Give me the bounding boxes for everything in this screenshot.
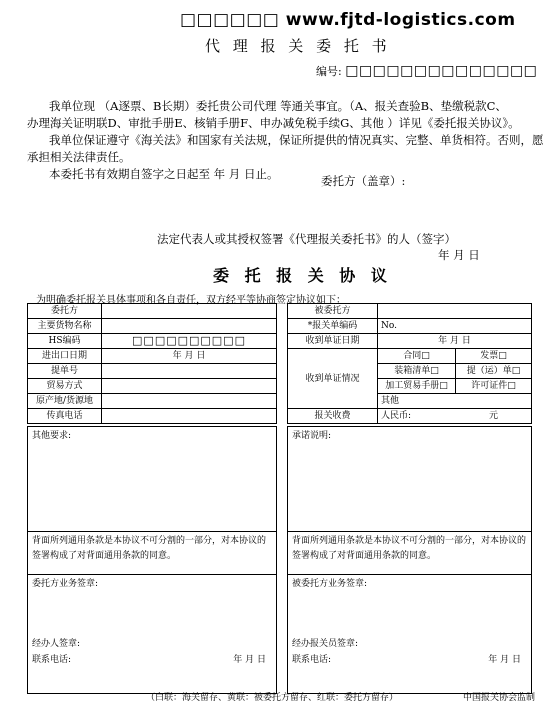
table-row [28, 349, 277, 364]
terms-note: 背面所列通用条款是本协议不可分割的一部分，对本协议的签署构成了对背面通用条款的同意。 [288, 532, 532, 575]
table-row [28, 364, 277, 379]
table-row [28, 319, 277, 334]
agent-sign-label: 被委托方业务签章: [292, 579, 368, 589]
doc-packing-list-checkbox[interactable]: 装箱清单□ [378, 364, 456, 379]
validity-line: 本委托书有效期自签字之日起至 年 月 日止。 [49, 167, 279, 181]
number-boxes: □□□□□□□□□□□□□□ [345, 63, 538, 79]
row-value[interactable] [102, 304, 277, 319]
client-sign-label: 委托方业务签章: [32, 579, 99, 589]
row-label: 贸易方式 [28, 379, 102, 394]
row-value[interactable] [102, 379, 277, 394]
table-row [288, 319, 532, 334]
other-requirements-label: 其他要求: [32, 431, 72, 441]
row-label: HS编码 [28, 334, 102, 349]
table-row [28, 409, 277, 424]
client-terms-box [27, 426, 277, 694]
table-row [288, 409, 532, 424]
doc-processing-manual-checkbox[interactable]: 加工贸易手册□ [378, 379, 456, 394]
other-requirements[interactable] [28, 427, 277, 532]
doc-license-checkbox[interactable]: 许可证件□ [456, 379, 532, 394]
agent-terms-box [287, 426, 532, 694]
doc-contract-checkbox[interactable]: 合同□ [378, 349, 456, 364]
fee-label: 报关收费 [288, 409, 378, 424]
signatory-date: 年 月 日 [438, 248, 480, 262]
table-row [288, 349, 532, 364]
seal-label: 委托方（盖章）: [321, 174, 406, 188]
row-value[interactable] [378, 304, 532, 319]
row-label: 收到单证日期 [288, 334, 378, 349]
table-row [28, 304, 277, 319]
declaration-number[interactable]: No. [378, 319, 532, 334]
row-label: 原产地/货源地 [28, 394, 102, 409]
client-person-label: 经办人签章: [32, 639, 81, 649]
table-row [28, 379, 277, 394]
row-label: 被委托方 [288, 304, 378, 319]
agent-info-table [287, 303, 532, 424]
row-label: 进出口日期 [28, 349, 102, 364]
agreement-title: 委 托 报 关 协 议 [213, 266, 392, 285]
commitment-notes[interactable] [288, 427, 532, 532]
row-value[interactable] [102, 394, 277, 409]
doc-bill-of-lading-checkbox[interactable]: 提（运）单□ [456, 364, 532, 379]
row-value[interactable] [102, 319, 277, 334]
row-label: 传真电话 [28, 409, 102, 424]
docs-label: 收到单证情况 [288, 349, 378, 409]
client-signature-area[interactable] [28, 575, 277, 694]
agent-person-label: 经办报关员签章: [292, 639, 359, 649]
signatory-label: 法定代表人或其授权签署《代理报关委托书》的人（签字） [157, 232, 456, 246]
number-label: 编号: [316, 65, 342, 78]
table-row [28, 394, 277, 409]
row-value[interactable]: 年 月 日 [102, 349, 277, 364]
row-value[interactable] [102, 364, 277, 379]
document-title: 代 理 报 关 委 托 书 [205, 37, 391, 55]
row-label: 提单号 [28, 364, 102, 379]
fee-unit: 元 [488, 411, 498, 421]
supervisor-org: 中国报关协会监制 [463, 693, 536, 703]
doc-other[interactable]: 其他 [378, 394, 532, 409]
receipt-date[interactable]: 年 月 日 [378, 334, 532, 349]
row-label: 主要货物名称 [28, 319, 102, 334]
terms-note: 背面所列通用条款是本协议不可分割的一部分，对本协议的签署构成了对背面通用条款的同意。 [28, 532, 277, 575]
client-sign-date: 年 月 日 [233, 655, 266, 665]
table-row [28, 334, 277, 349]
row-label: *报关单编码 [288, 319, 378, 334]
copy-distribution-note: （白联：海关留存、黄联：被委托方留存、红联：委托方留存） [146, 693, 399, 703]
fee-currency: 人民币: [381, 411, 412, 421]
agent-signature-area[interactable] [288, 575, 532, 694]
para1-line1: 我单位现 （A逐票、B长期）委托贵公司代理 等通关事宜。（A、报关查验B、垫缴税款C、 [49, 99, 507, 113]
website-header: □□□□□□ www.fjtd-logistics.com [180, 10, 516, 30]
commitment-label: 承诺说明: [292, 431, 332, 441]
row-value[interactable] [102, 409, 277, 424]
hs-code-boxes[interactable]: □□□□□□□□□□ [102, 334, 277, 349]
table-row [288, 304, 532, 319]
agreement-intro: 为明确委托报关具体事项和各自责任，双方经平等协商签定协议如下： [36, 295, 346, 306]
agent-sign-date: 年 月 日 [488, 655, 521, 665]
client-phone-label: 联系电话: [32, 655, 72, 665]
doc-invoice-checkbox[interactable]: 发票□ [456, 349, 532, 364]
table-row [288, 334, 532, 349]
agent-phone-label: 联系电话: [292, 655, 332, 665]
para2-line1: 我单位保证遵守《海关法》和国家有关法规，保证所提供的情况真实、完整、单货相符。否则，愿 [49, 133, 544, 147]
client-info-table [27, 303, 277, 424]
para2-line2: 承担相关法律责任。 [27, 150, 131, 164]
row-label: 委托方 [28, 304, 102, 319]
para1-line2: 办理海关证明联D、审批手册E、核销手册F、申办减免税手续G、其他 ）详见《委托报关协议》。 [27, 116, 520, 130]
fee-value[interactable] [378, 409, 532, 424]
document-number [316, 63, 537, 79]
